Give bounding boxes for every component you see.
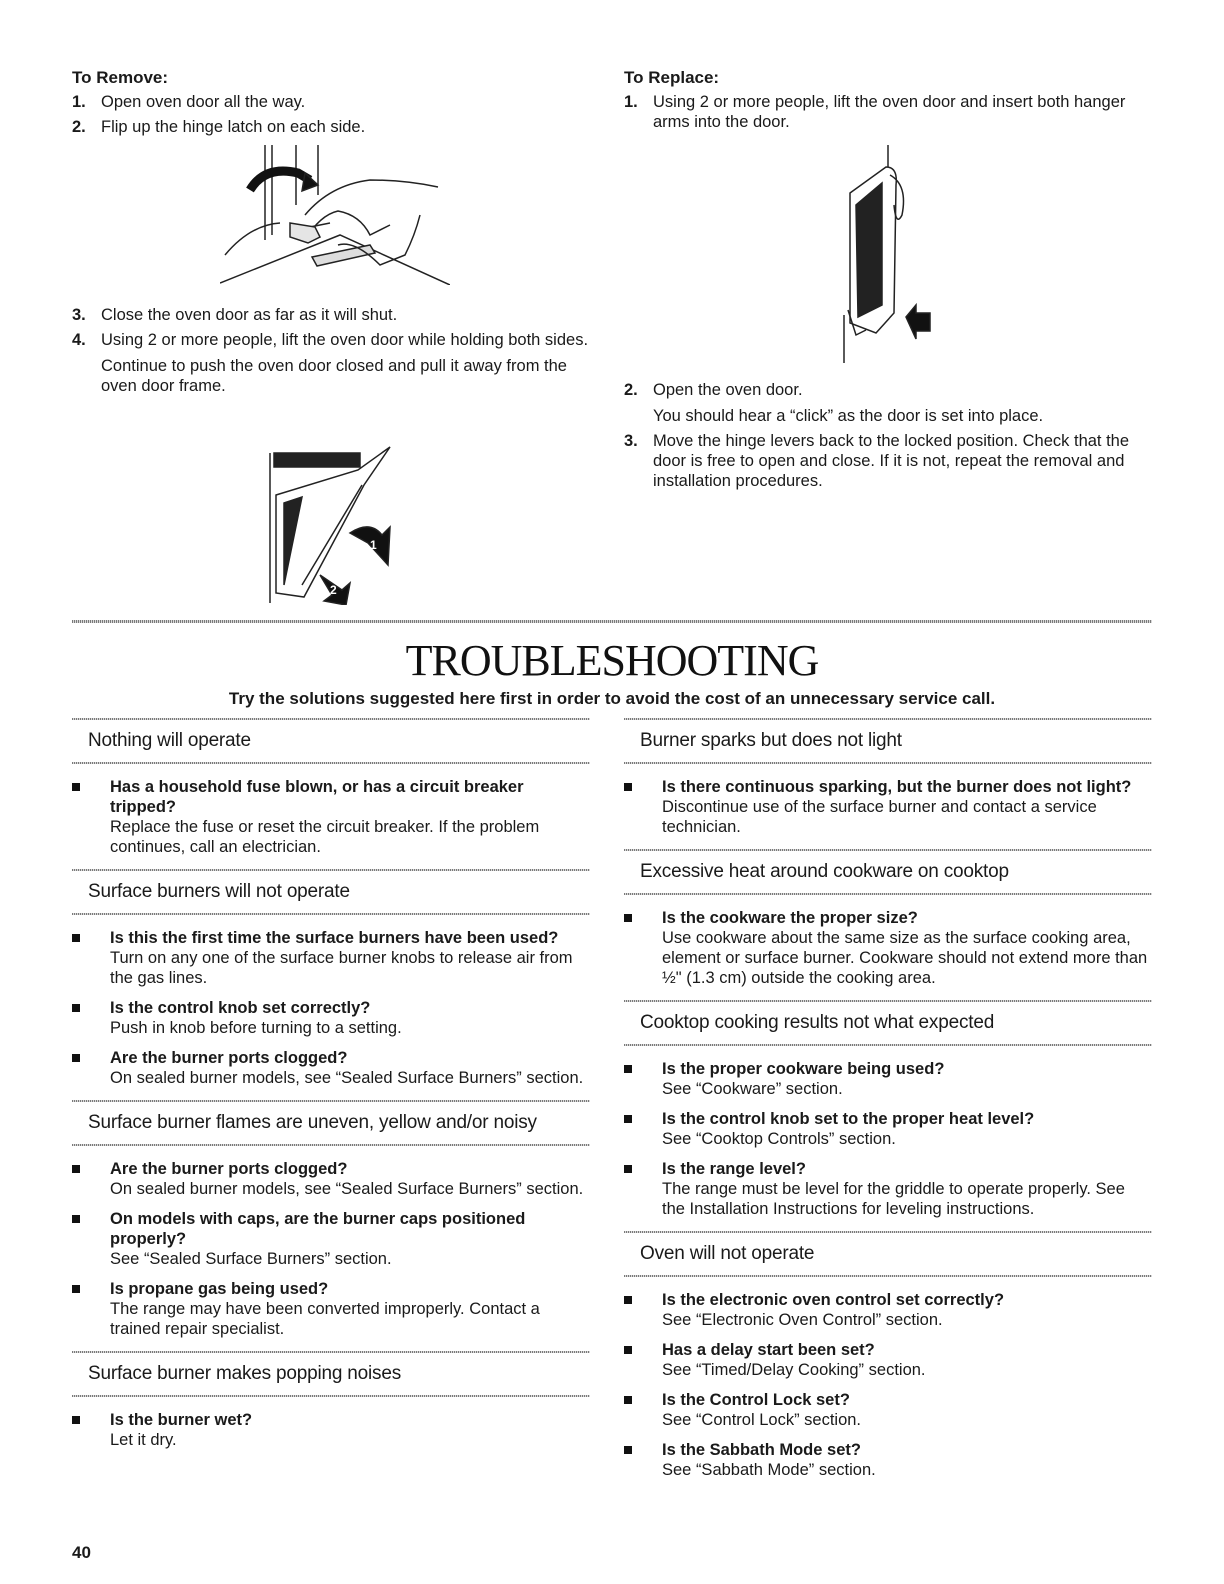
bullet-icon [624,914,632,922]
replace-steps-b [624,380,1144,491]
replace-step-3: 3. Move the hinge levers back to the locked position. Check that the door is free to open and close. If it is not, repeat the removal and installation procedures. [624,432,1130,490]
door-removal-illustration [262,425,422,610]
remove-section [72,68,592,142]
section-popping-noises [72,1351,590,1450]
remove-steps-b [72,305,592,396]
bullet-icon [72,783,80,791]
section-burner-sparks [624,718,1152,837]
replace-title: To Replace: [624,68,720,87]
figure-step-2-label: 2 [330,583,337,597]
remove-step-4: 4. Using 2 or more people, lift the oven door while holding both sides. Continue to push the oven door closed and pull it away from the oven door frame. [72,331,589,395]
list-item: Is the proper cookware being used? See “Cookware” section. [624,1059,1152,1099]
remove-title: To Remove: [72,68,169,87]
bullet-icon [72,1165,80,1173]
section-surface-burners-will-not-operate [72,869,590,1088]
section-heading: Surface burners will not operate [72,869,590,915]
bullet-icon [72,934,80,942]
section-cooking-results [624,1000,1152,1219]
section-heading: Nothing will operate [72,718,590,764]
list-item: Is the range level? The range must be level for the griddle to operate properly. See the Installation Instructions for leveling instructions. [624,1159,1152,1219]
list-item: Has a delay start been set? See “Timed/Delay Cooking” section. [624,1340,1152,1380]
section-heading: Surface burner flames are uneven, yellow and/or noisy [72,1100,590,1146]
section-heading: Oven will not operate [624,1231,1152,1277]
list-item: Are the burner ports clogged? On sealed burner models, see “Sealed Surface Burners” section. [72,1159,590,1199]
section-heading: Excessive heat around cookware on cooktop [624,849,1152,895]
replace-section-cont [624,380,1144,496]
section-oven-will-not-operate [624,1231,1152,1480]
section-excessive-heat [624,849,1152,988]
list-item: Is there continuous sparking, but the burner does not light? Discontinue use of the surface burner and contact a service technician. [624,777,1152,837]
bullet-icon [624,1115,632,1123]
list-item: Is the Sabbath Mode set? See “Sabbath Mode” section. [624,1440,1152,1480]
bullet-icon [624,1165,632,1173]
bullet-icon [624,1346,632,1354]
bullet-icon [72,1054,80,1062]
list-item: Is the cookware the proper size? Use cookware about the same size as the surface cooking area, element or surface burner. Cookware should not extend more than ½" (1.3 cm) outside the cooking area. [624,908,1152,988]
replace-section [624,68,1144,137]
bullet-icon [624,1065,632,1073]
list-item: Are the burner ports clogged? On sealed burner models, see “Sealed Surface Burners” section. [72,1048,590,1088]
troubleshooting-left-column [72,718,590,1462]
page-number: 40 [72,1543,91,1562]
section-heading: Cooktop cooking results not what expected [624,1000,1152,1046]
troubleshooting-right-column [624,718,1152,1492]
remove-step-1: 1. Open oven door all the way. [72,93,306,111]
list-item: Is the control knob set to the proper heat level? See “Cooktop Controls” section. [624,1109,1152,1149]
section-divider [72,620,1152,623]
remove-steps-a [72,92,592,137]
remove-step-2: 2. Flip up the hinge latch on each side. [72,118,366,136]
section-heading: Surface burner makes popping noises [72,1351,590,1397]
bullet-icon [624,1396,632,1404]
section-nothing-will-operate [72,718,590,857]
list-item: Is the control knob set correctly? Push in knob before turning to a setting. [72,998,590,1038]
section-flames-uneven [72,1100,590,1339]
remove-section-cont [72,305,592,401]
section-heading: Burner sparks but does not light [624,718,1152,764]
remove-step-3: 3. Close the oven door as far as it will shut. [72,306,398,324]
bullet-icon [624,1446,632,1454]
replace-step-2: 2. Open the oven door. You should hear a “click” as the door is set into place. [624,381,1044,425]
bullet-icon [624,1296,632,1304]
bullet-icon [72,1004,80,1012]
list-item: Is the burner wet? Let it dry. [72,1410,590,1450]
replace-step-1: 1. Using 2 or more people, lift the oven door and insert both hanger arms into the door. [624,93,1126,131]
bullet-icon [72,1215,80,1223]
page-title: TROUBLESHOOTING [405,636,819,685]
bullet-icon [624,783,632,791]
bullet-icon [72,1285,80,1293]
hinge-latch-illustration [220,145,450,290]
list-item: Is this the first time the surface burners have been used? Turn on any one of the surface burner knobs to release air from the gas lines. [72,928,590,988]
list-item: Has a household fuse blown, or has a circuit breaker tripped? Replace the fuse or reset the circuit breaker. If the problem continues, call an electrician. [72,777,590,857]
figure-step-1-label: 1 [370,538,377,552]
replace-steps-a [624,92,1144,132]
troubleshooting-intro: Try the solutions suggested here first in order to avoid the cost of an unnecessary service call. [228,689,996,708]
bullet-icon [72,1416,80,1424]
door-replace-illustration [836,145,936,370]
list-item: Is propane gas being used? The range may have been converted improperly. Contact a trained repair specialist. [72,1279,590,1339]
list-item: Is the Control Lock set? See “Control Lock” section. [624,1390,1152,1430]
list-item: On models with caps, are the burner caps positioned properly? See “Sealed Surface Burners” section. [72,1209,590,1269]
list-item: Is the electronic oven control set correctly? See “Electronic Oven Control” section. [624,1290,1152,1330]
